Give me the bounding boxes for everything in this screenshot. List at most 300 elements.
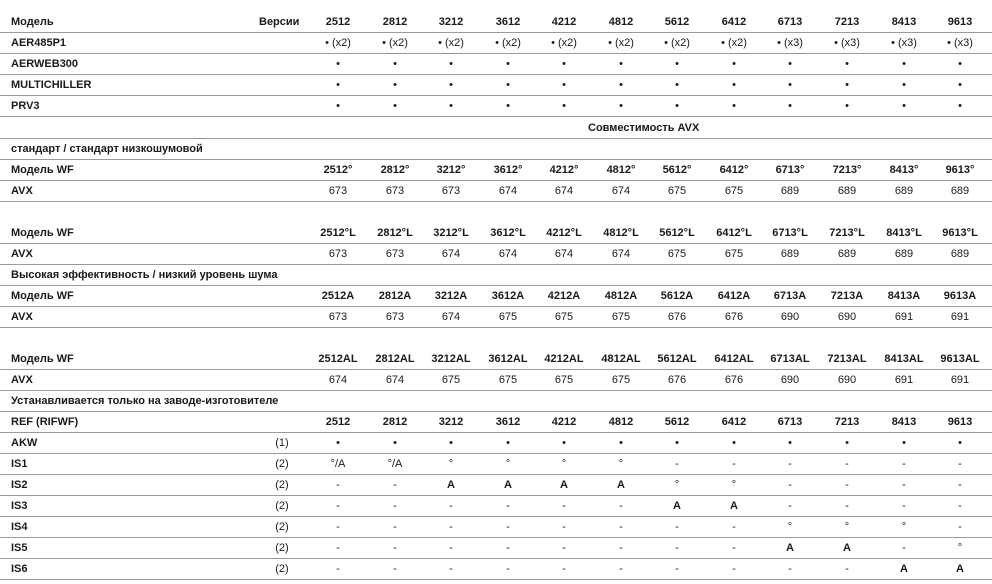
avx-cell: 675 [611, 374, 631, 386]
accessory-value: • [336, 100, 340, 112]
accessory-value: • [902, 100, 906, 112]
avx-cell: 676 [667, 374, 687, 386]
model-cell: 3212A [434, 290, 468, 302]
section-title: Устанавливается только на заводе-изготовителе [11, 395, 279, 407]
model-row [0, 349, 992, 370]
accessory-label: AER485P1 [11, 37, 67, 49]
avx-cell: 673 [385, 185, 405, 197]
factory-value: - [958, 458, 962, 470]
factory-value: - [393, 521, 397, 533]
avx-cell: 675 [554, 374, 574, 386]
factory-value: A [560, 479, 568, 491]
accessory-value: • [732, 100, 736, 112]
model-cell: 2512°L [320, 227, 356, 239]
accessory-value: • (x3) [891, 37, 917, 49]
avx-cell: 676 [724, 311, 744, 323]
factory-value: - [902, 500, 906, 512]
versions-label: Версии [259, 16, 300, 28]
accessory-value: • [393, 79, 397, 91]
accessory-value: • [506, 58, 510, 70]
column-header: 3212 [438, 16, 464, 28]
avx-row [0, 181, 992, 202]
accessory-value: • (x2) [608, 37, 634, 49]
accessory-value: • (x2) [721, 37, 747, 49]
factory-row [0, 538, 992, 559]
avx-cell: 690 [780, 374, 800, 386]
avx-cell: 674 [498, 185, 518, 197]
model-cell: 8413AL [884, 353, 924, 365]
factory-value: - [506, 521, 510, 533]
avx-cell: 674 [385, 374, 405, 386]
factory-value: • [845, 437, 849, 449]
factory-model-cell: 2512 [325, 416, 351, 428]
factory-value: - [732, 521, 736, 533]
model-cell: 4212AL [544, 353, 584, 365]
accessory-value: • [449, 58, 453, 70]
accessory-value: • [562, 58, 566, 70]
avx-label: AVX [11, 185, 33, 197]
column-header: 2812 [382, 16, 408, 28]
accessory-value: • [562, 79, 566, 91]
avx-row [0, 370, 992, 391]
model-row [0, 160, 992, 181]
avx-cell: 691 [894, 311, 914, 323]
model-cell: 6713A [773, 290, 807, 302]
factory-model-cell: 2812 [382, 416, 408, 428]
factory-value: - [619, 542, 623, 554]
model-cell: 5612A [660, 290, 694, 302]
factory-value: - [449, 542, 453, 554]
factory-value: ° [561, 458, 567, 470]
model-cell: 2812°L [377, 227, 413, 239]
factory-value: - [506, 563, 510, 575]
model-cell: 4812° [606, 164, 636, 176]
accessory-value: • [845, 58, 849, 70]
factory-value: • [732, 437, 736, 449]
avx-cell: 689 [950, 185, 970, 197]
avx-cell: 690 [837, 311, 857, 323]
factory-value: - [562, 521, 566, 533]
factory-value: • [675, 437, 679, 449]
factory-value: - [449, 563, 453, 575]
factory-model-cell: 4212 [551, 416, 577, 428]
avx-cell: 674 [328, 374, 348, 386]
model-cell: 2512A [321, 290, 355, 302]
accessory-value: • (x3) [834, 37, 860, 49]
accessory-value: • [449, 79, 453, 91]
model-cell: 9613°L [942, 227, 978, 239]
factory-value: - [732, 563, 736, 575]
avx-cell: 673 [328, 248, 348, 260]
accessory-value: • [619, 79, 623, 91]
accessory-label: AERWEB300 [11, 58, 79, 70]
factory-value: A [786, 542, 794, 554]
model-cell: 6412AL [714, 353, 754, 365]
avx-cell: 674 [554, 248, 574, 260]
model-row [0, 286, 992, 307]
accessory-value: • [788, 79, 792, 91]
accessory-row [0, 33, 992, 54]
factory-value: - [449, 500, 453, 512]
column-header: 6412 [721, 16, 747, 28]
factory-row-label: IS2 [11, 479, 28, 491]
avx-cell: 675 [554, 311, 574, 323]
avx-cell: 674 [498, 248, 518, 260]
avx-cell: 691 [950, 374, 970, 386]
factory-model-cell: 9613 [947, 416, 973, 428]
footnote-ref: (2) [275, 458, 289, 470]
factory-value: ° [957, 542, 963, 554]
model-label: Модель WF [11, 227, 74, 239]
column-header: 2512 [325, 16, 351, 28]
factory-value: - [845, 500, 849, 512]
model-cell: 3212AL [431, 353, 471, 365]
model-label: Модель WF [11, 353, 74, 365]
avx-row [0, 244, 992, 265]
avx-cell: 689 [950, 248, 970, 260]
avx-title-row [0, 118, 992, 139]
model-cell: 4212° [549, 164, 579, 176]
section-row [0, 265, 992, 286]
factory-value: - [732, 542, 736, 554]
accessory-value: • (x2) [495, 37, 521, 49]
avx-cell: 674 [611, 185, 631, 197]
accessory-value: • [788, 58, 792, 70]
factory-value: - [393, 500, 397, 512]
factory-value: - [845, 479, 849, 491]
factory-row [0, 517, 992, 538]
footnote-ref: (2) [275, 500, 289, 512]
accessory-value: • [788, 100, 792, 112]
factory-value: - [902, 458, 906, 470]
factory-value: ° [901, 521, 907, 533]
model-cell: 5612°L [659, 227, 695, 239]
accessory-value: • [449, 100, 453, 112]
column-header: 4212 [551, 16, 577, 28]
avx-cell: 691 [950, 311, 970, 323]
avx-cell: 673 [385, 311, 405, 323]
avx-label: AVX [11, 374, 33, 386]
avx-cell: 675 [498, 374, 518, 386]
factory-value: - [675, 521, 679, 533]
factory-header-label: REF (RIFWF) [11, 416, 79, 428]
factory-row-label: IS4 [11, 521, 28, 533]
factory-value: • [788, 437, 792, 449]
factory-model-cell: 4812 [608, 416, 634, 428]
factory-row-label: IS6 [11, 563, 28, 575]
model-cell: 7213° [832, 164, 862, 176]
model-cell: 4212°L [546, 227, 582, 239]
factory-value: - [788, 563, 792, 575]
factory-value: ° [674, 479, 680, 491]
accessory-value: • [506, 100, 510, 112]
factory-value: - [336, 521, 340, 533]
model-cell: 3212° [436, 164, 466, 176]
factory-model-cell: 6713 [777, 416, 803, 428]
factory-value: - [675, 458, 679, 470]
model-cell: 6412° [719, 164, 749, 176]
footnote-ref: (1) [275, 437, 289, 449]
model-cell: 8413A [887, 290, 921, 302]
model-row [0, 223, 992, 244]
avx-row [0, 307, 992, 328]
factory-value: - [336, 479, 340, 491]
accessory-row [0, 96, 992, 117]
avx-cell: 675 [724, 248, 744, 260]
factory-value: - [336, 500, 340, 512]
factory-value: - [449, 521, 453, 533]
model-cell: 2812° [380, 164, 410, 176]
header-row [0, 12, 992, 33]
avx-label: AVX [11, 248, 33, 260]
accessory-value: • [958, 100, 962, 112]
section-row [0, 391, 992, 412]
avx-cell: 689 [894, 248, 914, 260]
model-cell: 9613° [945, 164, 975, 176]
factory-value: - [788, 458, 792, 470]
factory-value: - [393, 479, 397, 491]
accessory-value: • [619, 58, 623, 70]
factory-value: ° [787, 521, 793, 533]
model-cell: 3612° [493, 164, 523, 176]
model-cell: 2812AL [375, 353, 415, 365]
accessory-value: • [675, 79, 679, 91]
accessory-value: • [902, 58, 906, 70]
model-cell: 9613A [943, 290, 977, 302]
accessory-value: • [336, 79, 340, 91]
factory-value: A [730, 500, 738, 512]
model-cell: 4212A [547, 290, 581, 302]
accessory-value: • [675, 100, 679, 112]
factory-value: - [506, 500, 510, 512]
accessory-row [0, 54, 992, 75]
factory-value: - [675, 563, 679, 575]
model-cell: 3612A [491, 290, 525, 302]
factory-value: A [617, 479, 625, 491]
factory-value: ° [505, 458, 511, 470]
accessory-value: • (x2) [664, 37, 690, 49]
factory-value: - [619, 521, 623, 533]
accessory-value: • [958, 58, 962, 70]
factory-row-label: IS5 [11, 542, 28, 554]
model-cell: 8413°L [886, 227, 922, 239]
model-cell: 6713°L [772, 227, 808, 239]
accessory-value: • [732, 79, 736, 91]
factory-value: • [902, 437, 906, 449]
factory-value: A [843, 542, 851, 554]
accessory-value: • (x2) [438, 37, 464, 49]
column-header: 9613 [947, 16, 973, 28]
avx-cell: 673 [385, 248, 405, 260]
footnote-ref: (2) [275, 542, 289, 554]
avx-cell: 676 [667, 311, 687, 323]
model-cell: 6713° [775, 164, 805, 176]
accessory-value: • [393, 100, 397, 112]
model-cell: 8413° [889, 164, 919, 176]
factory-value: - [506, 542, 510, 554]
factory-row-label: IS1 [11, 458, 28, 470]
factory-value: A [504, 479, 512, 491]
model-cell: 5612° [662, 164, 692, 176]
avx-cell: 675 [611, 311, 631, 323]
factory-value: - [675, 542, 679, 554]
model-cell: 6713AL [770, 353, 810, 365]
factory-value: A [447, 479, 455, 491]
model-label: Модель WF [11, 290, 74, 302]
factory-model-cell: 8413 [891, 416, 917, 428]
factory-model-cell: 5612 [664, 416, 690, 428]
factory-value: ° [618, 458, 624, 470]
factory-row [0, 454, 992, 475]
column-header: 3612 [495, 16, 521, 28]
accessory-value: • [845, 79, 849, 91]
accessory-value: • [393, 58, 397, 70]
accessory-value: • (x2) [325, 37, 351, 49]
avx-cell: 673 [441, 185, 461, 197]
accessory-value: • [732, 58, 736, 70]
factory-value: • [562, 437, 566, 449]
model-cell: 6412°L [716, 227, 752, 239]
accessory-value: • (x3) [777, 37, 803, 49]
factory-value: - [958, 500, 962, 512]
avx-cell: 689 [894, 185, 914, 197]
factory-model-cell: 3612 [495, 416, 521, 428]
avx-cell: 674 [554, 185, 574, 197]
model-cell: 4812A [604, 290, 638, 302]
model-cell: 9613AL [940, 353, 980, 365]
factory-value: - [619, 500, 623, 512]
model-cell: 6412A [717, 290, 751, 302]
factory-value: - [902, 479, 906, 491]
column-header: 7213 [834, 16, 860, 28]
accessory-value: • [562, 100, 566, 112]
avx-cell: 675 [498, 311, 518, 323]
factory-value: - [562, 563, 566, 575]
factory-value: ° [844, 521, 850, 533]
section-row [0, 139, 992, 160]
accessory-value: • (x2) [551, 37, 577, 49]
avx-cell: 689 [837, 248, 857, 260]
avx-cell: 674 [441, 248, 461, 260]
factory-value: ° [731, 479, 737, 491]
avx-cell: 675 [724, 185, 744, 197]
accessory-value: • [845, 100, 849, 112]
model-label: Модель WF [11, 164, 74, 176]
model-cell: 4812AL [601, 353, 641, 365]
factory-value: - [732, 458, 736, 470]
avx-cell: 676 [724, 374, 744, 386]
factory-value: - [336, 563, 340, 575]
factory-model-cell: 7213 [834, 416, 860, 428]
avx-cell: 675 [441, 374, 461, 386]
factory-value: - [958, 521, 962, 533]
factory-value: - [562, 500, 566, 512]
model-cell: 7213A [830, 290, 864, 302]
avx-cell: 689 [837, 185, 857, 197]
avx-cell: 689 [780, 248, 800, 260]
factory-value: - [845, 458, 849, 470]
model-cell: 2512° [323, 164, 353, 176]
accessory-value: • (x3) [947, 37, 973, 49]
model-cell: 7213°L [829, 227, 865, 239]
avx-title: Совместимость AVX [588, 122, 700, 134]
section-title: Высокая эффективность / низкий уровень шума [11, 269, 278, 281]
factory-value: - [902, 542, 906, 554]
column-header: 8413 [891, 16, 917, 28]
accessory-value: • [902, 79, 906, 91]
model-cell: 3212°L [433, 227, 469, 239]
avx-cell: 674 [611, 248, 631, 260]
factory-value: • [958, 437, 962, 449]
model-cell: 3612°L [490, 227, 526, 239]
accessory-value: • [506, 79, 510, 91]
avx-cell: 675 [667, 185, 687, 197]
section-title: стандарт / стандарт низкошумовой [11, 143, 203, 155]
factory-value: A [673, 500, 681, 512]
avx-cell: 674 [441, 311, 461, 323]
factory-model-cell: 6412 [721, 416, 747, 428]
factory-row [0, 475, 992, 496]
factory-row-label: IS3 [11, 500, 28, 512]
factory-value: - [393, 563, 397, 575]
factory-value: - [619, 563, 623, 575]
model-cell: 3612AL [488, 353, 528, 365]
avx-cell: 691 [894, 374, 914, 386]
accessory-value: • [619, 100, 623, 112]
model-cell: 2812A [378, 290, 412, 302]
avx-cell: 673 [328, 311, 348, 323]
accessory-value: • (x2) [382, 37, 408, 49]
factory-value: • [619, 437, 623, 449]
factory-value: • [506, 437, 510, 449]
factory-model-cell: 3212 [438, 416, 464, 428]
factory-value: - [393, 542, 397, 554]
factory-header-row [0, 412, 992, 433]
accessory-value: • [675, 58, 679, 70]
avx-cell: 675 [667, 248, 687, 260]
avx-label: AVX [11, 311, 33, 323]
factory-value: ° [448, 458, 454, 470]
accessory-label: PRV3 [11, 100, 40, 112]
footnote-ref: (2) [275, 521, 289, 533]
factory-row [0, 433, 992, 454]
model-cell: 4812°L [603, 227, 639, 239]
column-header: 5612 [664, 16, 690, 28]
factory-value: • [336, 437, 340, 449]
factory-row-label: AKW [11, 437, 38, 449]
accessory-value: • [336, 58, 340, 70]
footnote-ref: (2) [275, 479, 289, 491]
model-cell: 5612AL [657, 353, 697, 365]
factory-value: A [900, 563, 908, 575]
factory-row [0, 496, 992, 517]
avx-cell: 673 [328, 185, 348, 197]
avx-cell: 689 [780, 185, 800, 197]
accessory-label: MULTICHILLER [11, 79, 92, 91]
factory-value: - [958, 479, 962, 491]
footnote-ref: (2) [275, 563, 289, 575]
model-cell: 2512AL [318, 353, 358, 365]
factory-value: °/A [330, 458, 346, 470]
factory-row [0, 559, 992, 580]
factory-value: - [845, 563, 849, 575]
factory-value: °/A [387, 458, 403, 470]
factory-value: - [788, 479, 792, 491]
accessory-row [0, 75, 992, 96]
header-label: Модель [11, 16, 54, 28]
factory-value: - [562, 542, 566, 554]
factory-value: • [449, 437, 453, 449]
